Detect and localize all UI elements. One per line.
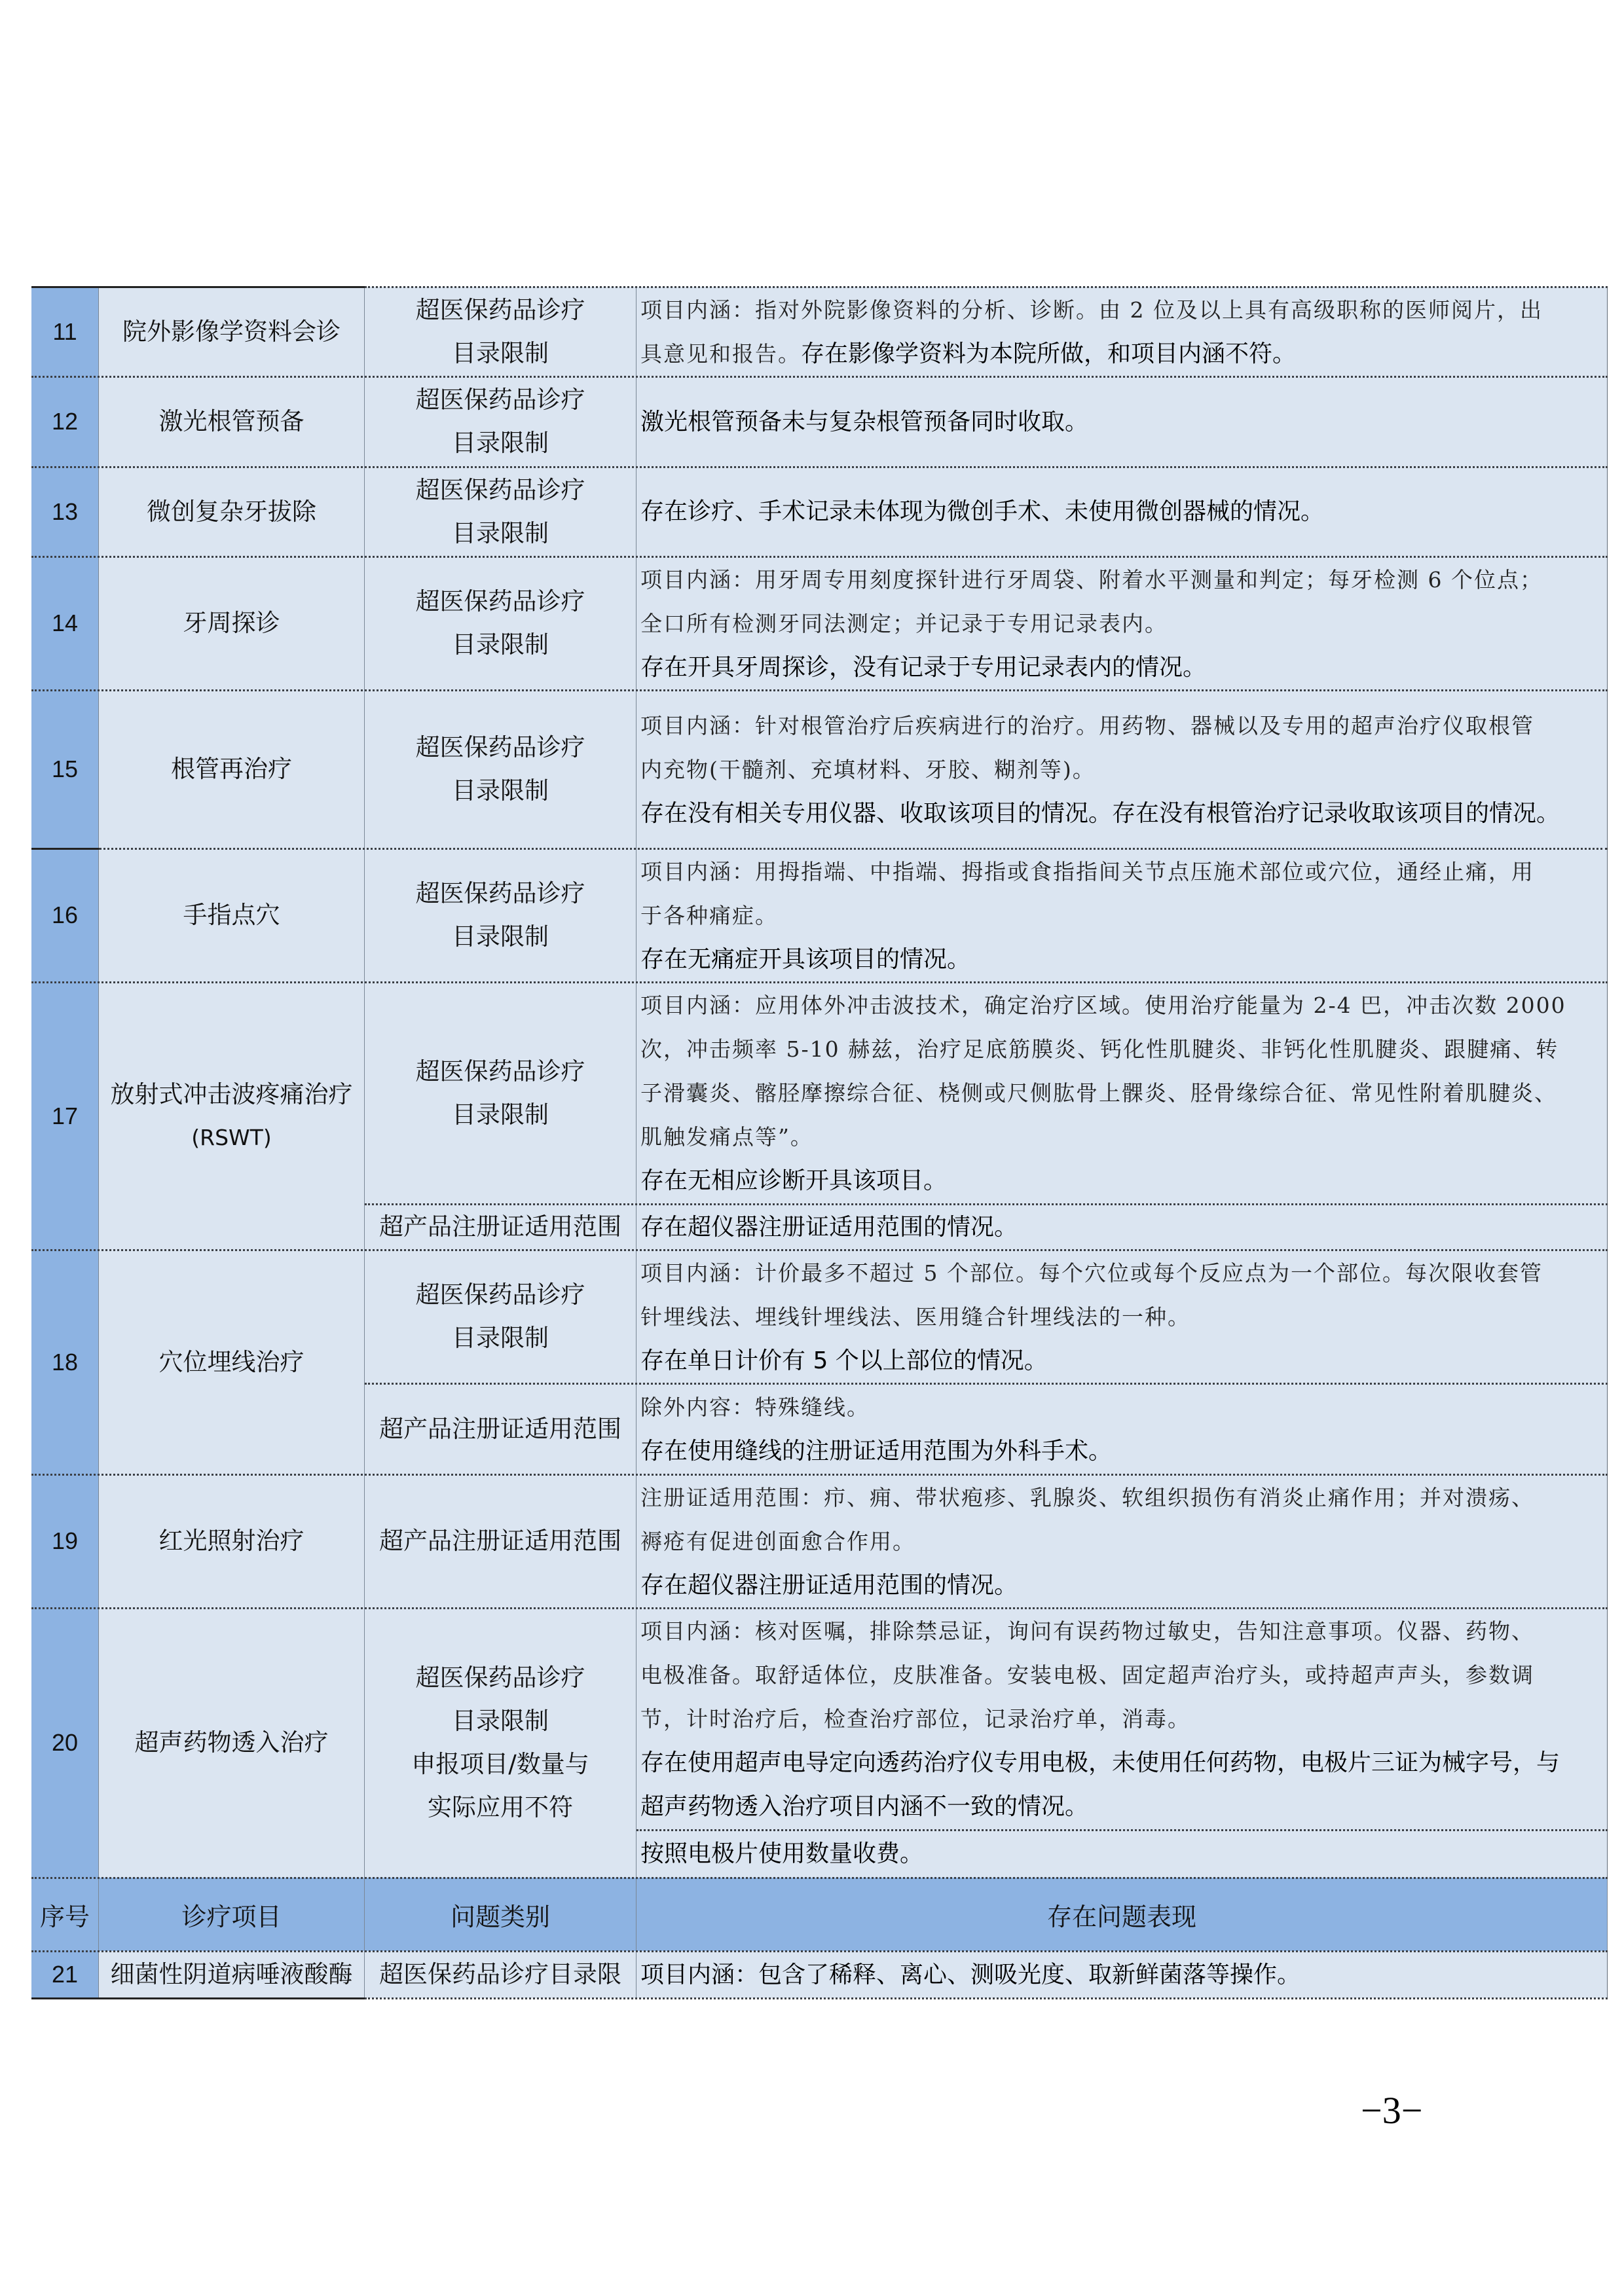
description-note: 项目内涵：用拇指端、中指端、拇指或食指指间关节点压施术部位或穴位，通经止痛，用 — [640, 858, 1534, 884]
issue-description — [637, 1383, 1608, 1474]
description-finding: 存在超仪器注册证适用范围的情况。 — [640, 1571, 1018, 1599]
category-line: 目录限制 — [452, 922, 549, 951]
issue-category — [365, 467, 637, 556]
page-number: −3− — [1361, 2089, 1423, 2132]
item-name — [99, 690, 365, 848]
item-name-text: 牙周探诊 — [183, 609, 280, 637]
description-note: 子滑囊炎、髂胫摩擦综合征、桡侧或尺侧肱骨上髁炎、胫骨缘综合征、常见性附着肌腱炎、 — [640, 1080, 1557, 1106]
issue-category — [365, 1250, 637, 1383]
item-name — [99, 556, 365, 690]
category-line: 目录限制 — [452, 338, 549, 367]
description-note: 注册证适用范围：疖、痈、带状疱疹、乳腺炎、软组织损伤有消炎止痛作用；并对溃疡、 — [640, 1484, 1534, 1510]
category-line: 超产品注册证适用范围 — [379, 1414, 621, 1443]
issue-category — [365, 1204, 637, 1250]
issue-category — [365, 848, 637, 982]
row-number-text: 21 — [51, 1961, 79, 1988]
description-note: 项目内涵：计价最多不超过 5 个部位。每个穴位或每个反应点为一个部位。每次限收套管 — [640, 1260, 1543, 1286]
category-line: 超医保药品诊疗 — [415, 1664, 585, 1692]
row-number — [31, 376, 99, 467]
issue-category — [365, 982, 637, 1204]
issue-description — [637, 467, 1608, 556]
item-name — [99, 376, 365, 467]
row-number — [31, 556, 99, 690]
description-note: 于各种痛症。 — [640, 902, 778, 928]
row-divider — [31, 466, 1608, 468]
description-finding: 存在使用缝线的注册证适用范围为外科手术。 — [640, 1437, 1113, 1465]
issue-category — [365, 690, 637, 848]
issue-description — [637, 1830, 1608, 1878]
category-line: 目录限制 — [452, 519, 549, 547]
row-divider — [31, 376, 1608, 378]
category-line: 目录限制 — [452, 776, 549, 805]
item-name — [99, 1250, 365, 1474]
row-number — [31, 1608, 99, 1878]
description-note: 肌触发痛点等”。 — [640, 1124, 813, 1150]
sub-row-divider — [365, 1203, 1608, 1205]
description-finding: 存在无相应诊断开具该项目。 — [640, 1167, 948, 1194]
issue-category — [365, 1383, 637, 1474]
row-number — [31, 982, 99, 1250]
item-name-abbr: (RSWT) — [191, 1124, 272, 1150]
item-name-text: 激光根管预备 — [158, 407, 304, 435]
item-name-text: 穴位埋线治疗 — [158, 1347, 304, 1376]
issue-description — [637, 690, 1608, 848]
category-line: 超医保药品诊疗 — [415, 1281, 585, 1309]
row-number-text: 11 — [52, 318, 77, 345]
row-number-text: 18 — [51, 1348, 79, 1376]
description-finding: 存在超仪器注册证适用范围的情况。 — [640, 1213, 1018, 1241]
header-item-label: 诊疗项目 — [181, 1902, 282, 1931]
item-name — [99, 982, 365, 1250]
description-note: 项目内涵：用牙周专用刻度探针进行牙周袋、附着水平测量和判定；每牙检测 6 个位点； — [640, 566, 1543, 592]
item-name — [99, 1474, 365, 1608]
table-bottom-border — [31, 1997, 365, 1999]
description-finding: 激光根管预备未与复杂根管预备同时收取。 — [640, 408, 1089, 435]
category-line: 申报项目/数量与 — [411, 1750, 589, 1778]
description-finding: 存在没有相关专用仪器、收取该项目的情况。存在没有根管治疗记录收取该项目的情况。 — [640, 799, 1560, 827]
issue-description — [637, 1608, 1608, 1830]
row-number-text: 20 — [51, 1729, 79, 1756]
category-line: 超医保药品诊疗 — [415, 386, 585, 414]
header-category-label: 问题类别 — [450, 1902, 550, 1931]
item-name-text: 根管再治疗 — [171, 755, 292, 783]
description-finding: 存在诊疗、手术记录未体现为微创手术、未使用微创器械的情况。 — [640, 498, 1325, 525]
row-number-text: 14 — [51, 610, 79, 636]
description-finding: 存在无痛症开具该项目的情况。 — [640, 945, 971, 973]
description-note: 针埋线法、埋线针埋线法、医用缝合针埋线法的一种。 — [640, 1303, 1190, 1330]
description-finding: 存在单日计价有 5 个以上部位的情况。 — [640, 1347, 1048, 1374]
row-divider — [31, 1607, 1608, 1609]
header-cell-number — [31, 1878, 99, 1951]
issue-description — [637, 982, 1608, 1204]
item-name-text: 超声药物透入治疗 — [134, 1728, 329, 1757]
row-number — [31, 1474, 99, 1608]
description-note: 项目内涵：针对根管治疗后疾病进行的治疗。用药物、器械以及专用的超声治疗仪取根管 — [640, 712, 1534, 738]
header-number-label: 序号 — [39, 1902, 90, 1931]
issue-category — [365, 376, 637, 467]
row-divider — [31, 1474, 1608, 1476]
row-number-text: 15 — [51, 756, 79, 782]
category-line: 超医保药品诊疗 — [415, 733, 585, 761]
category-line: 实际应用不符 — [428, 1793, 573, 1821]
category-line: 超医保药品诊疗 — [415, 1057, 585, 1085]
sub-row-divider — [637, 1829, 1608, 1831]
description-finding: 按照电极片使用数量收费。 — [640, 1840, 924, 1867]
row-divider — [31, 689, 1608, 691]
row-number-text: 19 — [51, 1527, 79, 1554]
category-line: 目录限制 — [452, 1100, 549, 1129]
issue-description — [637, 556, 1608, 690]
sub-row-divider — [365, 1383, 1608, 1385]
category-line: 超产品注册证适用范围 — [379, 1212, 621, 1241]
description-note: 内充物(干髓剂、充填材料、牙胶、糊剂等)。 — [640, 756, 1096, 782]
table-bottom-border-dotted — [365, 1997, 1608, 1999]
category-line: 超医保药品诊疗目录限 — [379, 1960, 621, 1988]
issue-description — [637, 287, 1608, 376]
category-line: 超医保药品诊疗 — [415, 295, 585, 324]
item-name — [99, 848, 365, 982]
row-number — [31, 690, 99, 848]
item-name-text: 手指点穴 — [183, 901, 280, 929]
description-note: 全口所有检测牙同法测定；并记录于专用记录表内。 — [640, 610, 1168, 636]
header-description-label: 存在问题表现 — [1046, 1902, 1196, 1931]
row-number — [31, 1250, 99, 1474]
header-cell-description — [637, 1878, 1608, 1951]
item-name-text: 微创复杂牙拔除 — [147, 497, 316, 526]
row-number-text: 16 — [51, 902, 79, 928]
description-finding: 项目内涵：包含了稀释、离心、测吸光度、取新鲜菌落等操作。 — [640, 1961, 1301, 1988]
header-cell-category — [365, 1878, 637, 1951]
row-divider — [31, 981, 1608, 983]
issue-category — [365, 1951, 637, 1998]
item-name — [99, 287, 365, 376]
description-finding: 存在使用超声电导定向透药治疗仪专用电极，未使用任何药物，电极片三证为械字号，与 — [640, 1749, 1560, 1776]
description-note: 除外内容：特殊缝线。 — [640, 1394, 870, 1420]
item-name-text: 细菌性阴道病唾液酸酶 — [110, 1960, 353, 1988]
row-number — [31, 1951, 99, 1998]
issue-category — [365, 1474, 637, 1608]
issue-description — [637, 1951, 1608, 1998]
item-name-text: 院外影像学资料会诊 — [122, 317, 341, 346]
category-line: 目录限制 — [452, 1707, 549, 1735]
row-divider — [31, 556, 1608, 558]
issue-category — [365, 1608, 637, 1878]
issue-category — [365, 287, 637, 376]
category-line: 目录限制 — [452, 630, 549, 659]
row-divider — [31, 1877, 1608, 1879]
issue-description — [637, 848, 1608, 982]
row-divider — [31, 848, 99, 850]
table-top-border — [31, 286, 365, 288]
table-top-border-dotted — [365, 286, 1608, 288]
row-divider — [31, 1950, 1608, 1952]
category-line: 目录限制 — [452, 1324, 549, 1352]
description-note: 项目内涵：应用体外冲击波技术，确定治疗区域。使用治疗能量为 2-4 巴，冲击次数 2000 — [640, 993, 1566, 1018]
header-cell-item — [99, 1878, 365, 1951]
row-number — [31, 287, 99, 376]
issue-description — [637, 1250, 1608, 1383]
row-number-text: 12 — [51, 408, 79, 435]
issue-description — [637, 1474, 1608, 1608]
description-note: 项目内涵：指对外院影像资料的分析、诊断。由 2 位及以上具有高级职称的医师阅片，出 — [640, 297, 1543, 323]
description-finding: 超声药物透入治疗项目内涵不一致的情况。 — [640, 1793, 1089, 1820]
description-mixed-line — [640, 332, 1600, 376]
row-divider — [31, 1249, 1608, 1251]
row-number-text: 17 — [51, 1102, 79, 1129]
category-line: 超医保药品诊疗 — [415, 879, 585, 907]
item-name — [99, 1608, 365, 1878]
description-note: 节，计时治疗后，检查治疗部位，记录治疗单，消毒。 — [640, 1706, 1190, 1732]
item-name — [99, 467, 365, 556]
item-name-text: 放射式冲击波疼痛治疗 — [110, 1080, 353, 1108]
item-name-text: 红光照射治疗 — [158, 1527, 304, 1555]
item-name — [99, 1951, 365, 1998]
category-line: 超医保药品诊疗 — [415, 475, 585, 504]
category-line: 目录限制 — [452, 429, 549, 457]
description-finding: 存在开具牙周探诊，没有记录于专用记录表内的情况。 — [640, 653, 1207, 681]
row-number — [31, 848, 99, 982]
row-number-text: 13 — [51, 498, 79, 525]
description-finding: 存在影像学资料为本院所做，和项目内涵不符。 — [801, 340, 1297, 367]
issue-description — [637, 376, 1608, 467]
description-note: 褥疮有促进创面愈合作用。 — [640, 1528, 915, 1554]
description-note: 电极准备。取舒适体位，皮肤准备。安装电极、固定超声治疗头，或持超声声头，参数调 — [640, 1662, 1534, 1688]
issue-category — [365, 556, 637, 690]
description-note: 次，冲击频率 5-10 赫兹，治疗足底筋膜炎、钙化性肌腱炎、非钙化性肌腱炎、跟腱痛、转 — [640, 1036, 1559, 1062]
issue-description — [637, 1204, 1608, 1250]
description-note: 项目内涵：核对医嘱，排除禁忌证，询问有误药物过敏史，告知注意事项。仪器、药物、 — [640, 1618, 1534, 1644]
row-divider — [99, 848, 1608, 850]
row-number — [31, 467, 99, 556]
description-note: 具意见和报告。 — [640, 340, 801, 367]
category-line: 超医保药品诊疗 — [415, 587, 585, 615]
category-line: 超产品注册证适用范围 — [379, 1527, 621, 1555]
